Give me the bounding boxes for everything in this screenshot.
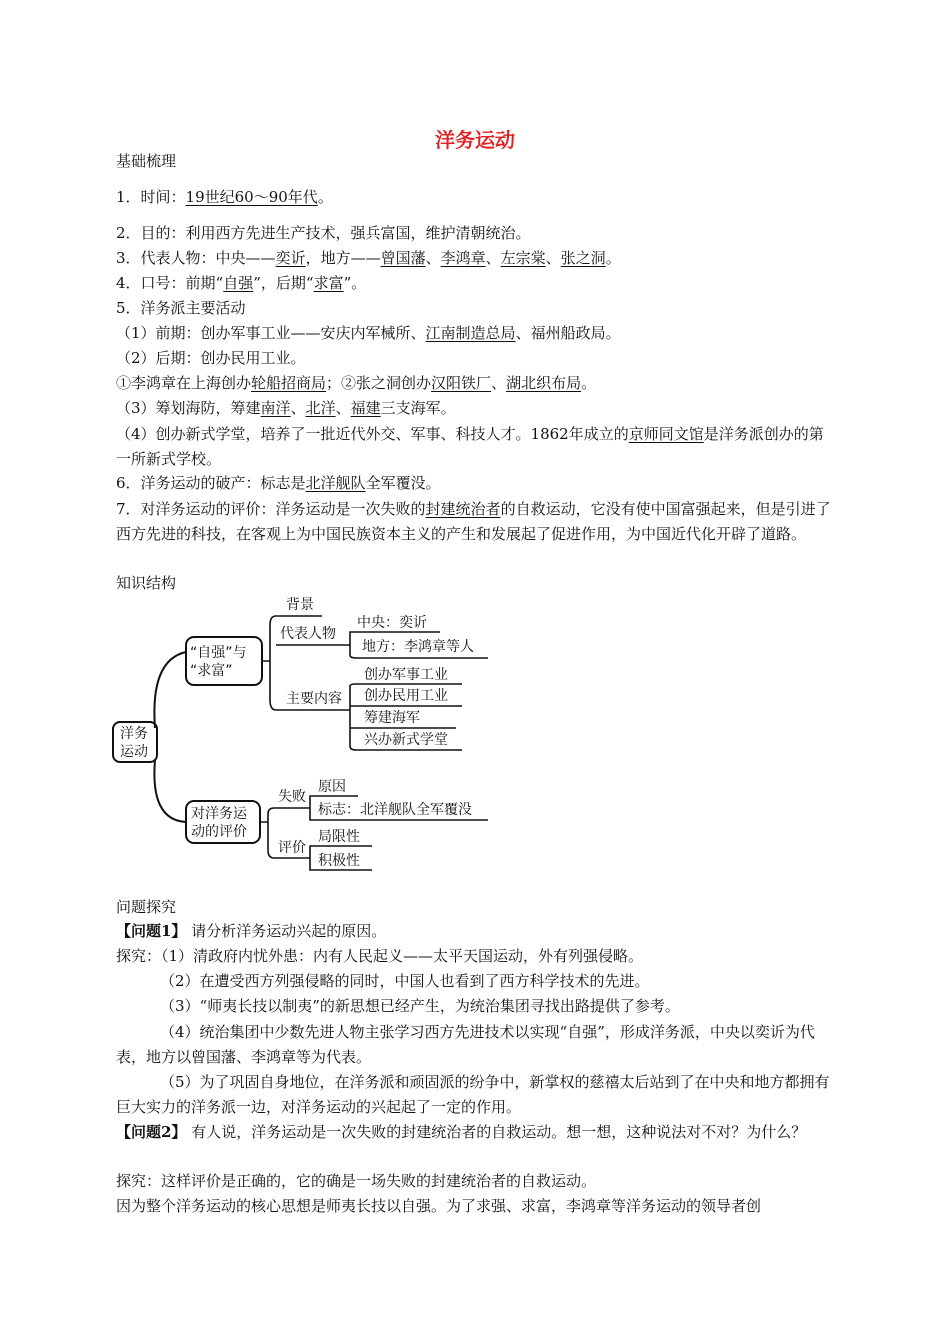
item-7-answer: 封建统治者	[425, 500, 501, 518]
page-title: 洋务运动	[435, 128, 515, 152]
item-5-3-answer-2: 北洋	[305, 399, 336, 417]
item-5-1-text: （1）前期：创办军事工业——安庆内军械所、	[116, 324, 426, 342]
detail-sep: 、	[491, 374, 507, 392]
item-4-end: ”。	[343, 274, 367, 292]
connector-upper	[154, 652, 186, 728]
bracket-branch-2	[260, 808, 274, 858]
item-5: 5．洋务派主要活动	[116, 299, 246, 317]
answer-1-part-5: （5）为了巩固自身地位，在洋务派和顽固派的纷争中，新掌权的慈禧太后站到了在中央和地方都拥有巨大实力的洋务派一边，对洋务运动的兴起起了一定的作用。	[116, 1073, 830, 1116]
branch-2-label-1: 对洋务运	[191, 806, 247, 822]
root-label-1: 洋务	[120, 726, 148, 742]
item-1-end: 。	[317, 188, 333, 206]
answer-2-part-1: 探究：这样评价是正确的，它的确是一场失败的封建统治者的自救运动。	[116, 1172, 597, 1190]
item-3-text: ，地方——	[305, 249, 381, 267]
question-1-text: 请分析洋务运动兴起的原因。	[191, 922, 387, 940]
node-failure: 失败	[278, 789, 306, 805]
detail-text: ①李鸿章在上海创办	[116, 374, 252, 392]
item-6-end: 全军覆没。	[365, 474, 441, 492]
item-5-3-end: 三支海军。	[380, 399, 456, 417]
item-4-label: 4．口号：前期“	[116, 274, 224, 292]
item-5-2: （2）后期：创办民用工业。	[116, 349, 306, 367]
node-reason: 原因	[318, 779, 346, 795]
detail-answer-2: 汉阳铁厂	[431, 374, 492, 392]
item-3-sep: 、	[545, 249, 561, 267]
node-central: 中央：奕䜣	[357, 615, 427, 631]
item-5-4-answer: 京师同文馆	[628, 425, 704, 443]
answer-1-part-1: 探究：（1）清政府内忧外患：内有人民起义——太平天国运动，外有列强侵略。	[116, 947, 644, 965]
detail-end: 。	[581, 374, 597, 392]
item-3-answer-1: 曾国藩	[380, 249, 426, 267]
item-3-answer-central: 奕䜣	[275, 249, 306, 267]
item-5-1-answer: 江南制造总局	[425, 324, 516, 342]
node-evaluation: 评价	[278, 840, 306, 856]
bracket-branch-1	[262, 616, 276, 710]
item-3-label: 3．代表人物：中央——	[116, 249, 276, 267]
root-label-2: 运动	[120, 744, 148, 760]
item-5-3-sep: 、	[335, 399, 351, 417]
section-heading-inquiry: 问题探究	[116, 898, 177, 916]
section-heading-structure: 知识结构	[116, 574, 177, 592]
item-4-answer-1: 自强	[223, 274, 254, 292]
question-2	[116, 1120, 838, 1145]
item-3-answer-2: 李鸿章	[440, 249, 486, 267]
connector-lower	[154, 760, 186, 822]
item-5-1-end: 、福州船政局。	[515, 324, 621, 342]
node-positive: 积极性	[318, 853, 360, 869]
item-1-label: 1．时间：	[116, 188, 186, 206]
item-7-text: 7．对洋务运动的评价：洋务运动是一次失败的	[116, 500, 426, 518]
item-4-answer-2: 求富	[313, 274, 344, 292]
question-1	[116, 920, 386, 942]
node-content-2: 创办民用工业	[364, 688, 448, 704]
item-5-4-text: （4）创办新式学堂，培养了一批近代外交、军事、科技人才。1862年成立的	[116, 425, 629, 443]
item-3-end: 。	[605, 249, 621, 267]
detail-text: ；②张之洞创办	[326, 374, 432, 392]
item-3-sep: 、	[425, 249, 441, 267]
node-main-content: 主要内容	[286, 691, 342, 707]
item-4-text: ”，后期“	[253, 274, 314, 292]
answer-1-part-3: （3）“师夷长技以制夷”的新思想已经产生，为统治集团寻找出路提供了参考。	[160, 997, 680, 1015]
item-6-answer: 北洋舰队	[305, 474, 366, 492]
question-2-label: 【问题2】	[116, 1123, 187, 1141]
node-content-4: 兴办新式学堂	[364, 732, 448, 748]
detail-answer-3: 湖北织布局	[506, 374, 582, 392]
node-representatives: 代表人物	[280, 626, 336, 642]
answer-1-part-2: （2）在遭受西方列强侵略的同时，中国人也看到了西方科学技术的先进。	[160, 972, 650, 990]
item-7-end: 的自救运动，它没有使中国富强起来，但是引进了西方先进的科技，在客观上为中国民族资本主义的产生和发展起了促进作用，为中国近代化开辟了道路。	[116, 500, 831, 543]
item-5-3-answer-1: 南洋	[260, 399, 291, 417]
node-background: 背景	[286, 597, 314, 613]
question-2-text: 有人说，洋务运动是一次失败的封建统治者的自救运动。想一想，这种说法对不对？为什么？	[191, 1123, 807, 1141]
question-1-label: 【问题1】	[116, 922, 187, 940]
item-5-3-sep: 、	[290, 399, 306, 417]
section-heading-basics: 基础梳理	[116, 152, 177, 170]
answer-1-part-4: （4）统治集团中少数先进人物主张学习西方先进技术以实现“自强”，形成洋务派，中央以奕䜣为代表，地方以曾国藩、李鸿章等为代表。	[116, 1023, 815, 1066]
node-content-1: 创办军事工业	[364, 667, 448, 683]
item-3-answer-3: 左宗棠	[500, 249, 546, 267]
node-limitation: 局限性	[318, 829, 360, 845]
node-mark: 标志：北洋舰队全军覆没	[318, 802, 472, 818]
item-2: 2．目的：利用西方先进生产技术，强兵富国，维护清朝统治。	[116, 224, 531, 242]
detail-answer-1: 轮船招商局	[251, 374, 327, 392]
answer-2-part-2: 因为整个洋务运动的核心思想是师夷长技以自强。为了求强、求富，李鸿章等洋务运动的领导者创	[116, 1197, 762, 1215]
branch-2-label-2: 动的评价	[191, 824, 247, 840]
branch-1-label-1: “自强”与	[190, 645, 247, 661]
branch-1-label-2: “求富”	[190, 663, 233, 679]
item-5-3-text: （3）筹划海防，筹建	[116, 399, 261, 417]
item-5-3-answer-3: 福建	[350, 399, 381, 417]
node-content-3: 筹建海军	[364, 710, 420, 726]
item-5-4-end: 是洋务派创办的第一所新式学校。	[116, 425, 824, 468]
item-6-text: 6．洋务运动的破产：标志是	[116, 474, 306, 492]
item-3-sep: 、	[485, 249, 501, 267]
node-local: 地方：李鸿章等人	[362, 639, 474, 655]
item-1-answer: 19世纪60～90年代	[185, 188, 318, 206]
item-3-answer-4: 张之洞	[560, 249, 606, 267]
